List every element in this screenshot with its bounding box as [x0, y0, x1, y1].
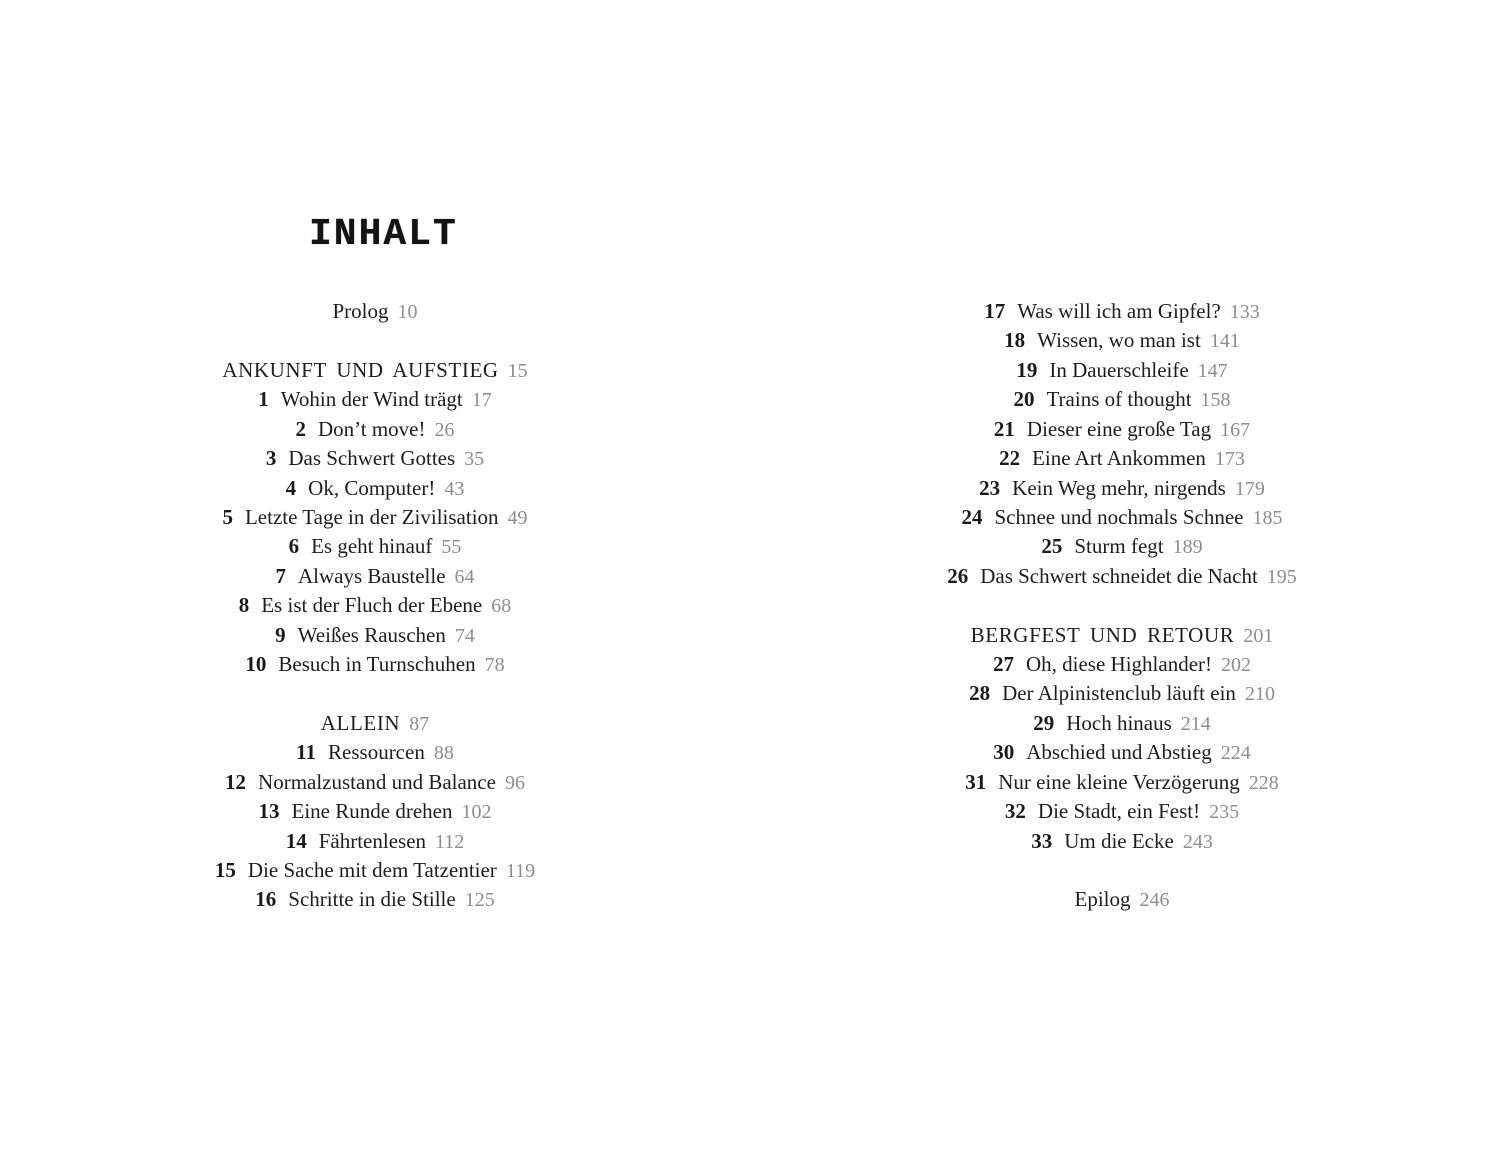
chapter-title: Die Stadt, ein Fest!: [1037, 799, 1201, 824]
page-number: 55: [441, 536, 462, 559]
page-number: 64: [454, 565, 475, 588]
chapter-title: Ok, Computer!: [308, 475, 436, 500]
chapter-number: 4: [285, 475, 297, 500]
toc-row: [877, 562, 1367, 591]
chapter-title: Dieser eine große Tag: [1026, 416, 1212, 441]
chapter-number: 10: [245, 652, 267, 677]
chapter-title: Trains of thought: [1046, 387, 1192, 412]
toc-row: [877, 444, 1367, 473]
chapter-title: Always Baustelle: [297, 563, 446, 588]
page-number: 17: [471, 389, 492, 412]
chapter-title: Nur eine kleine Verzögerung: [998, 769, 1240, 794]
page-number: 202: [1221, 654, 1252, 677]
chapter-number: 33: [1031, 828, 1053, 853]
page-number: 78: [484, 654, 505, 677]
toc-row: [130, 650, 620, 679]
chapter-title: Abschied und Abstieg: [1026, 740, 1212, 765]
chapter-number: 11: [296, 740, 317, 765]
chapter-title: Prolog: [332, 299, 389, 323]
toc-row: [130, 444, 620, 473]
chapter-title: Es geht hinauf: [311, 534, 433, 559]
toc-row: [877, 679, 1367, 708]
chapter-title: Schnee und nochmals Schnee: [994, 504, 1244, 529]
toc-row: [877, 532, 1367, 561]
chapter-number: 20: [1013, 387, 1035, 412]
page-number: 235: [1209, 801, 1240, 824]
chapter-title: Wissen, wo man ist: [1037, 328, 1201, 353]
chapter-number: 27: [992, 652, 1014, 677]
chapter-title: Das Schwert Gottes: [288, 446, 456, 471]
toc-row: [130, 356, 620, 385]
toc-row: [877, 738, 1367, 767]
section-title: ANKUNFT UND AUFSTIEG: [222, 357, 499, 382]
toc-row: [877, 827, 1367, 856]
toc-gap-row: [130, 679, 620, 708]
chapter-number: 5: [222, 504, 233, 529]
section-title: BERGFEST UND RETOUR: [970, 622, 1235, 647]
page-number: 102: [461, 801, 492, 824]
page-number: 243: [1182, 830, 1213, 853]
chapter-number: 9: [275, 622, 286, 647]
toc-row: [130, 856, 620, 885]
page-number: 26: [434, 418, 455, 441]
chapter-title: Schritte in die Stille: [288, 887, 456, 912]
toc-row: [130, 591, 620, 620]
chapter-number: 23: [979, 475, 1001, 500]
toc-row: [877, 768, 1367, 797]
chapter-title: In Dauerschleife: [1049, 357, 1189, 382]
toc-row: [130, 297, 620, 326]
chapter-title: Eine Runde drehen: [291, 799, 453, 824]
page-number: 214: [1180, 712, 1211, 735]
toc-row: [130, 738, 620, 767]
toc-row: [130, 532, 620, 561]
toc-row: [877, 709, 1367, 738]
page-number: 246: [1139, 889, 1170, 912]
chapter-title: Eine Art Ankommen: [1032, 446, 1206, 471]
chapter-title: Es ist der Fluch der Ebene: [261, 593, 483, 618]
chapter-title: Wohin der Wind trägt: [280, 387, 463, 412]
chapter-number: 8: [238, 593, 250, 618]
toc-row: [877, 797, 1367, 826]
toc-gap-row: [130, 326, 620, 355]
toc-row: [877, 297, 1367, 326]
section-title: ALLEIN: [320, 710, 401, 735]
chapter-title: Kein Weg mehr, nirgends: [1012, 475, 1226, 500]
chapter-title: Sturm fegt: [1074, 534, 1164, 559]
chapter-title: Um die Ecke: [1064, 828, 1174, 853]
chapter-number: 24: [961, 504, 983, 529]
page-number: 125: [464, 889, 495, 912]
toc-row: [130, 885, 620, 914]
chapter-number: 16: [255, 887, 277, 912]
toc-row: [130, 709, 620, 738]
toc-row: [877, 385, 1367, 414]
toc-row: [877, 503, 1367, 532]
chapter-number: 13: [258, 799, 280, 824]
chapter-title: Weißes Rauschen: [297, 622, 446, 647]
page-number: 195: [1266, 565, 1297, 588]
page-number: 185: [1252, 506, 1283, 529]
page-number: 87: [409, 712, 430, 735]
chapter-title: Was will ich am Gipfel?: [1017, 299, 1221, 323]
chapter-number: 25: [1041, 534, 1063, 559]
toc-row: [877, 326, 1367, 355]
page-number: 88: [433, 742, 454, 765]
page-number: 112: [435, 830, 465, 853]
chapter-number: 31: [965, 769, 987, 794]
chapter-title: Die Sache mit dem Tatzentier: [247, 858, 497, 883]
page-number: 96: [504, 771, 525, 794]
page-number: 15: [507, 359, 528, 382]
page-number: 141: [1209, 330, 1240, 353]
toc-row: [877, 415, 1367, 444]
toc-row: [130, 385, 620, 414]
chapter-title: Hoch hinaus: [1066, 710, 1172, 735]
chapter-number: 7: [275, 563, 286, 588]
toc-column-left: [130, 297, 620, 915]
page-number: 49: [507, 506, 528, 529]
toc-row: [130, 768, 620, 797]
toc-row: [130, 827, 620, 856]
toc-row: [877, 621, 1367, 650]
toc-row: [877, 650, 1367, 679]
chapter-title: Besuch in Turnschuhen: [278, 652, 476, 677]
chapter-number: 17: [984, 299, 1006, 323]
chapter-number: 6: [288, 534, 300, 559]
page-number: 210: [1244, 683, 1275, 706]
chapter-number: 19: [1016, 357, 1038, 382]
chapter-number: 12: [225, 769, 247, 794]
chapter-title: Don’t move!: [317, 416, 426, 441]
toc-row: [130, 621, 620, 650]
page-number: 228: [1248, 771, 1279, 794]
toc-row: [130, 415, 620, 444]
toc-row: [130, 562, 620, 591]
page-number: 74: [454, 624, 475, 647]
page-number: 43: [444, 477, 465, 500]
chapter-title: Letzte Tage in der Zivilisation: [244, 504, 499, 529]
toc-row: [130, 797, 620, 826]
page-number: 189: [1172, 536, 1203, 559]
chapter-number: 30: [993, 740, 1015, 765]
chapter-number: 32: [1004, 799, 1026, 824]
page-number: 173: [1214, 448, 1245, 471]
chapter-number: 1: [258, 387, 269, 412]
chapter-number: 15: [214, 858, 236, 883]
toc-column-right: [877, 297, 1367, 915]
chapter-number: 29: [1033, 710, 1055, 735]
chapter-number: 2: [295, 416, 306, 441]
page-number: 201: [1243, 624, 1274, 647]
chapter-title: Der Alpinistenclub läuft ein: [1002, 681, 1236, 706]
toc-row: [877, 356, 1367, 385]
chapter-number: 22: [999, 446, 1021, 471]
page-number: 147: [1197, 359, 1228, 382]
page-number: 224: [1220, 742, 1251, 765]
chapter-number: 21: [993, 416, 1015, 441]
chapter-number: 3: [265, 446, 277, 471]
toc-row: [877, 474, 1367, 503]
toc-gap-row: [877, 856, 1367, 885]
page-title: INHALT: [309, 213, 458, 256]
chapter-number: 14: [285, 828, 307, 853]
page-number: 158: [1200, 389, 1231, 412]
toc-row: [130, 503, 620, 532]
page-number: 167: [1220, 418, 1251, 441]
chapter-number: 18: [1004, 328, 1026, 353]
page-number: 179: [1234, 477, 1265, 500]
page-number: 133: [1229, 301, 1260, 323]
chapter-title: Das Schwert schneidet die Nacht: [980, 563, 1258, 588]
page-number: 119: [505, 860, 536, 883]
chapter-title: Ressourcen: [328, 740, 425, 765]
toc-gap-row: [877, 591, 1367, 620]
page-number: 35: [464, 448, 485, 471]
toc-row: [877, 885, 1367, 914]
page-number: 10: [397, 301, 418, 323]
chapter-title: Normalzustand und Balance: [258, 769, 496, 794]
toc-row: [130, 474, 620, 503]
chapter-title: Fährtenlesen: [318, 828, 427, 853]
chapter-title: Epilog: [1074, 887, 1131, 912]
chapter-number: 28: [969, 681, 991, 706]
chapter-title: Oh, diese Highlander!: [1025, 652, 1213, 677]
chapter-number: 26: [947, 563, 969, 588]
page-number: 68: [491, 595, 512, 618]
